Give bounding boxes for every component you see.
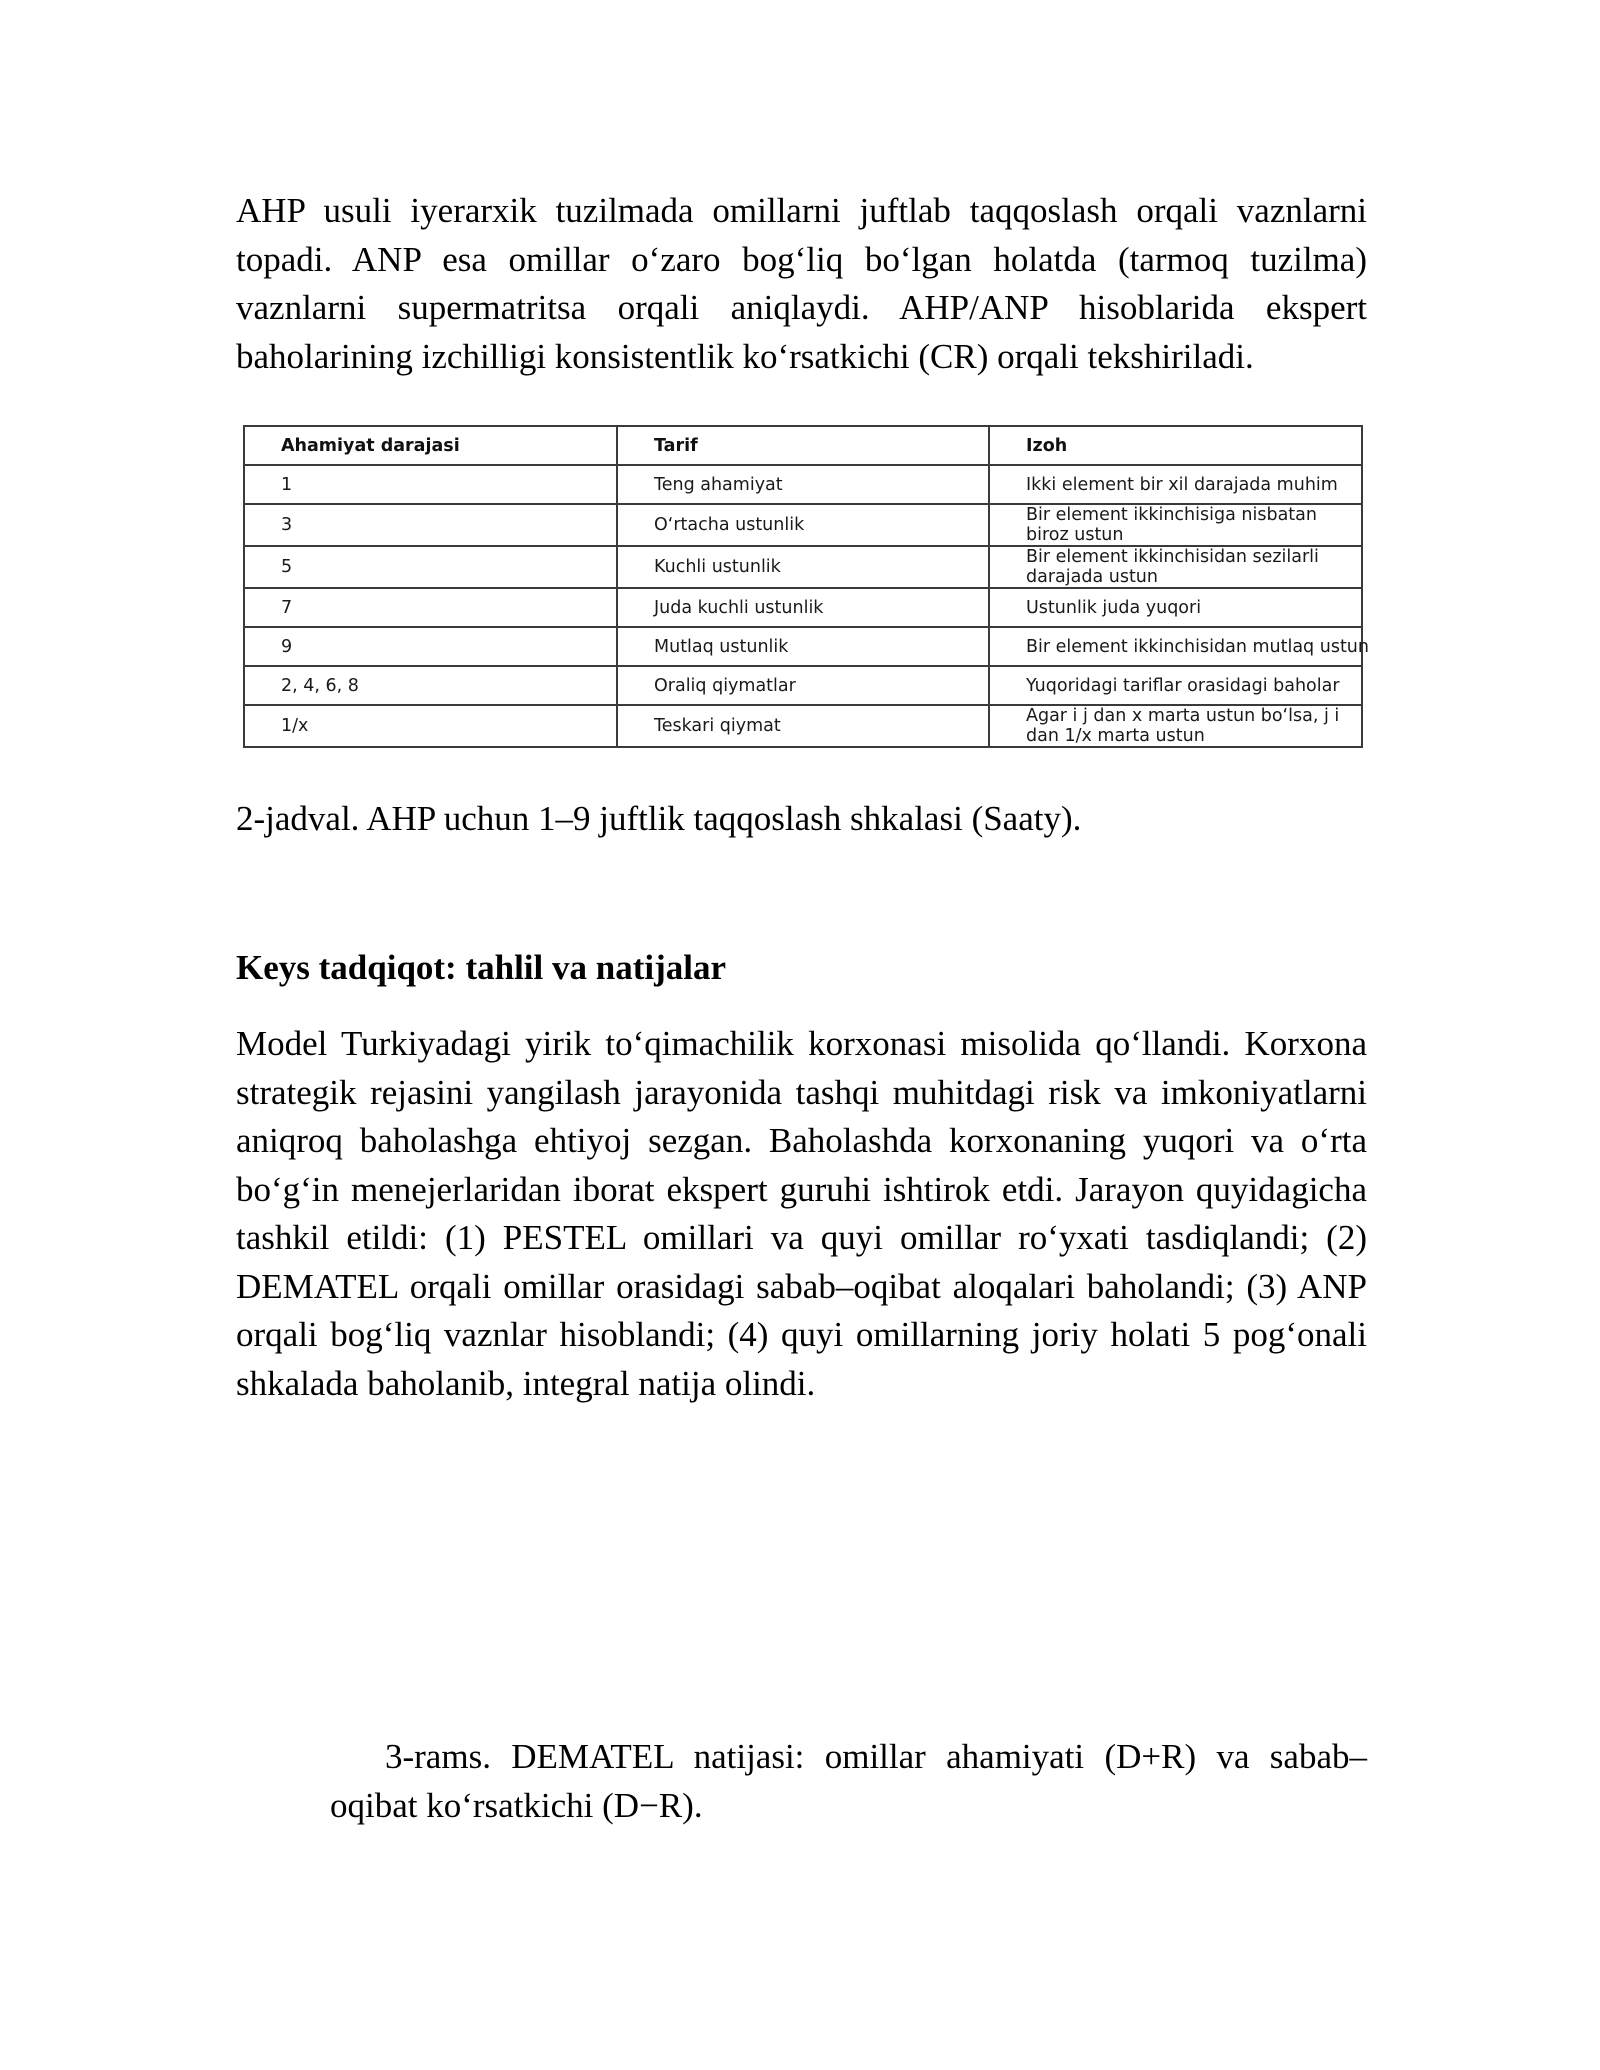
table-cell-level: 7: [244, 588, 617, 627]
header-explanation: Izoh: [989, 426, 1362, 465]
table-cell-level: 2, 4, 6, 8: [244, 666, 617, 705]
table-cell-definition: Teskari qiymat: [617, 705, 989, 747]
section-heading: Keys tadqiqot: tahlil va natijalar: [236, 948, 727, 987]
table-cell-explanation: Bir element ikkinchisiga nisbatan biroz ustun: [989, 504, 1362, 546]
table-header-row: [244, 426, 1362, 465]
figure-caption: 3-rams. DEMATEL natijasi: omillar ahamiyati (D+R) va sabab–oqibat ko‘rsatkichi (D−R).: [330, 1737, 1367, 1825]
table-cell-definition: Juda kuchli ustunlik: [617, 588, 989, 627]
table-row: [244, 546, 1362, 588]
table-cell-level: 1/x: [244, 705, 617, 747]
table-cell-level: 5: [244, 546, 617, 588]
table-cell-definition: O‘rtacha ustunlik: [617, 504, 989, 546]
table-cell-explanation: Ikki element bir xil darajada muhim: [989, 465, 1362, 504]
table-row: [244, 705, 1362, 747]
table-caption: 2-jadval. AHP uchun 1–9 juftlik taqqoslash shkalasi (Saaty).: [236, 799, 1082, 838]
table-row: [244, 504, 1362, 546]
table-cell-level: 3: [244, 504, 617, 546]
intro-paragraph: AHP usuli iyerarxik tuzilmada omillarni juftlab taqqoslash orqali vaznlarni topadi. ANP esa omillar o‘zaro bog‘liq bo‘lgan holatda (tarmoq tuzilma) vaznlarni supermatritsa orqali aniqlaydi. AHP/ANP hisoblarida ekspert baholarining izchilligi konsistentlik ko‘rsatkichi (CR) orqali tekshiriladi.: [236, 191, 1367, 376]
table-cell-explanation: Agar i j dan x marta ustun bo‘lsa, j i dan 1/x marta ustun: [989, 705, 1362, 747]
table-cell-definition: Mutlaq ustunlik: [617, 627, 989, 666]
table-cell-explanation: Bir element ikkinchisidan sezilarli darajada ustun: [989, 546, 1362, 588]
case-study-paragraph: Model Turkiyadagi yirik to‘qimachilik korxonasi misolida qo‘llandi. Korxona strategik rejasini yangilash jarayonida tashqi muhitdagi risk va imkoniyatlarni aniqroq baholashga ehtiyoj sezgan. Baholashda korxonaning yuqori va o‘rta bo‘g‘in menejerlaridan iborat ekspert guruhi ishtirok etdi. Jarayon quyidagicha tashkil etildi: (1) PESTEL omillari va quyi omillar ro‘yxati tasdiqlandi; (2) DEMATEL orqali omillar orasidagi sabab–oqibat aloqalari baholandi; (3) ANP orqali bog‘liq vaznlar hisoblandi; (4) quyi omillarning joriy holati 5 pog‘onali shkalada baholanib, integral natija olindi.: [236, 1024, 1367, 1403]
table-cell-explanation: Bir element ikkinchisidan mutlaq ustun: [989, 627, 1362, 666]
table-row: [244, 666, 1362, 705]
header-importance-level: Ahamiyat darajasi: [244, 426, 617, 465]
table-row: [244, 627, 1362, 666]
table-row: [244, 588, 1362, 627]
table-cell-level: 1: [244, 465, 617, 504]
table-cell-definition: Kuchli ustunlik: [617, 546, 989, 588]
table-cell-level: 9: [244, 627, 617, 666]
saaty-scale-table: [243, 425, 1369, 748]
table-row: [244, 465, 1362, 504]
table-cell-explanation: Ustunlik juda yuqori: [989, 588, 1362, 627]
table-cell-definition: Oraliq qiymatlar: [617, 666, 989, 705]
table-cell-definition: Teng ahamiyat: [617, 465, 989, 504]
header-definition: Tarif: [617, 426, 989, 465]
table-cell-explanation: Yuqoridagi tariflar orasidagi baholar: [989, 666, 1362, 705]
